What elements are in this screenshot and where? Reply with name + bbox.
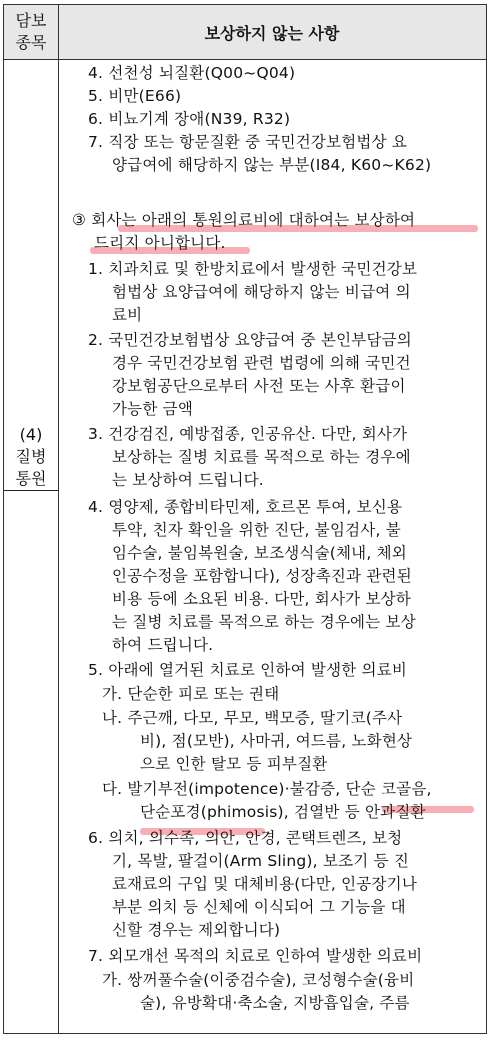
text-line: 가. 단순한 피로 또는 권태 [102, 685, 280, 703]
text-line: 술), 유방확대·축소술, 지방흡입술, 주름 [140, 994, 410, 1012]
category-label [4, 424, 58, 491]
text-line: 가능한 금액 [112, 400, 193, 418]
text-line: 는 질병 치료를 목적으로 하는 경우에는 보상 [112, 613, 416, 631]
exclusions-content [60, 59, 486, 1033]
text-line: 3. 건강검진, 예방접종, 인공유산. 다만, 회사가 [88, 425, 408, 443]
text-line: 하여 드립니다. [112, 636, 214, 654]
text-line: 경우 국민건강보험 관련 법령에 의해 국민건 [112, 354, 411, 372]
text-line: 다. 발기부전(impotence)·불감증, 단순 코골음, [102, 780, 432, 798]
text-line: 7. 외모개선 목적의 치료로 인하여 발생한 의료비 [88, 947, 423, 965]
coverage-table [3, 4, 487, 1034]
text-line: 비), 점(모반), 사마귀, 여드름, 노화현상 [140, 732, 413, 750]
text-line: 4. 선천성 뇌질환(Q00~Q04) [88, 64, 296, 82]
text-line: 1. 치과치료 및 한방치료에서 발생한 국민건강보 [88, 260, 418, 278]
text-line: 으로 인한 탈모 등 피부질환 [140, 755, 328, 773]
text-line: 나. 주근깨, 다모, 무모, 백모증, 딸기코(주사 [102, 709, 403, 727]
header-coverage-type [4, 5, 59, 59]
text-line: 기, 목발, 팔걸이(Arm Sling), 보조기 등 진 [112, 852, 410, 870]
text-line: 6. 의치, 의수족, 의안, 안경, 콘택트렌즈, 보청 [88, 829, 403, 847]
text-line: 5. 비만(E66) [88, 87, 182, 105]
table-header [4, 5, 486, 60]
text-line: 부분 의치 등 신체에 이식되어 그 기능을 대 [112, 898, 406, 916]
text-line: 가. 쌍꺼풀수술(이중검수술), 코성형수술(융비 [102, 971, 415, 989]
category-line1: 질병 [15, 447, 47, 466]
text-line: 료재료의 구입 및 대체비용(다만, 인공장기나 [112, 875, 417, 893]
text-line: 7. 직장 또는 항문질환 중 국민건강보험법상 요 [88, 133, 408, 151]
text-line: 임수술, 불임복원술, 보조생식술(체내, 체외 [112, 544, 407, 562]
text-line: 양급여에 해당하지 않는 부분(I84, K60~K62) [112, 156, 432, 174]
text-line: 2. 국민건강보험법상 요양급여 중 본인부담금의 [88, 331, 412, 349]
text-line: 강보험공단으로부터 사전 또는 사후 환급이 [112, 377, 406, 395]
text-line: 험법상 요양급여에 해당하지 않는 비급여 의 [112, 283, 411, 301]
text-line: 료비 [112, 306, 143, 324]
text-line: 인공수정을 포함합니다), 성장촉진과 관련된 [112, 567, 412, 585]
text-line: 보상하는 질병 치료를 목적으로 하는 경우에 [112, 448, 411, 466]
text-line: 5. 아래에 열거된 치료로 인하여 발생한 의료비 [88, 661, 408, 679]
text-line: 신할 경우는 제외합니다) [112, 921, 281, 939]
category-line2: 통원 [4, 468, 58, 491]
category-number: (4) [19, 425, 43, 444]
text-line: ③ 회사는 아래의 통원의료비에 대하여는 보상하여 [72, 211, 416, 229]
header-coverage-type-line2: 종목 [15, 33, 47, 52]
text-line: 4. 영양제, 종합비타민제, 호르몬 투여, 보신용 [88, 498, 403, 516]
category-column [4, 59, 59, 1033]
text-line: 드리지 아니합니다. [94, 234, 226, 252]
text-line: 투약, 친자 확인을 위한 진단, 불임검사, 불 [112, 521, 401, 539]
text-line: 6. 비뇨기계 장애(N39, R32) [88, 110, 291, 128]
header-exclusions: 보상하지 않는 사항 [204, 23, 340, 43]
text-line: 비용 등에 소요된 비용. 다만, 회사가 보상하 [112, 590, 411, 608]
text-line: 단순포경(phimosis), 검열반 등 안과질환 [140, 803, 426, 821]
header-coverage-type-line1: 담보 [15, 11, 47, 30]
text-line: 는 보상하여 드립니다. [112, 471, 264, 489]
